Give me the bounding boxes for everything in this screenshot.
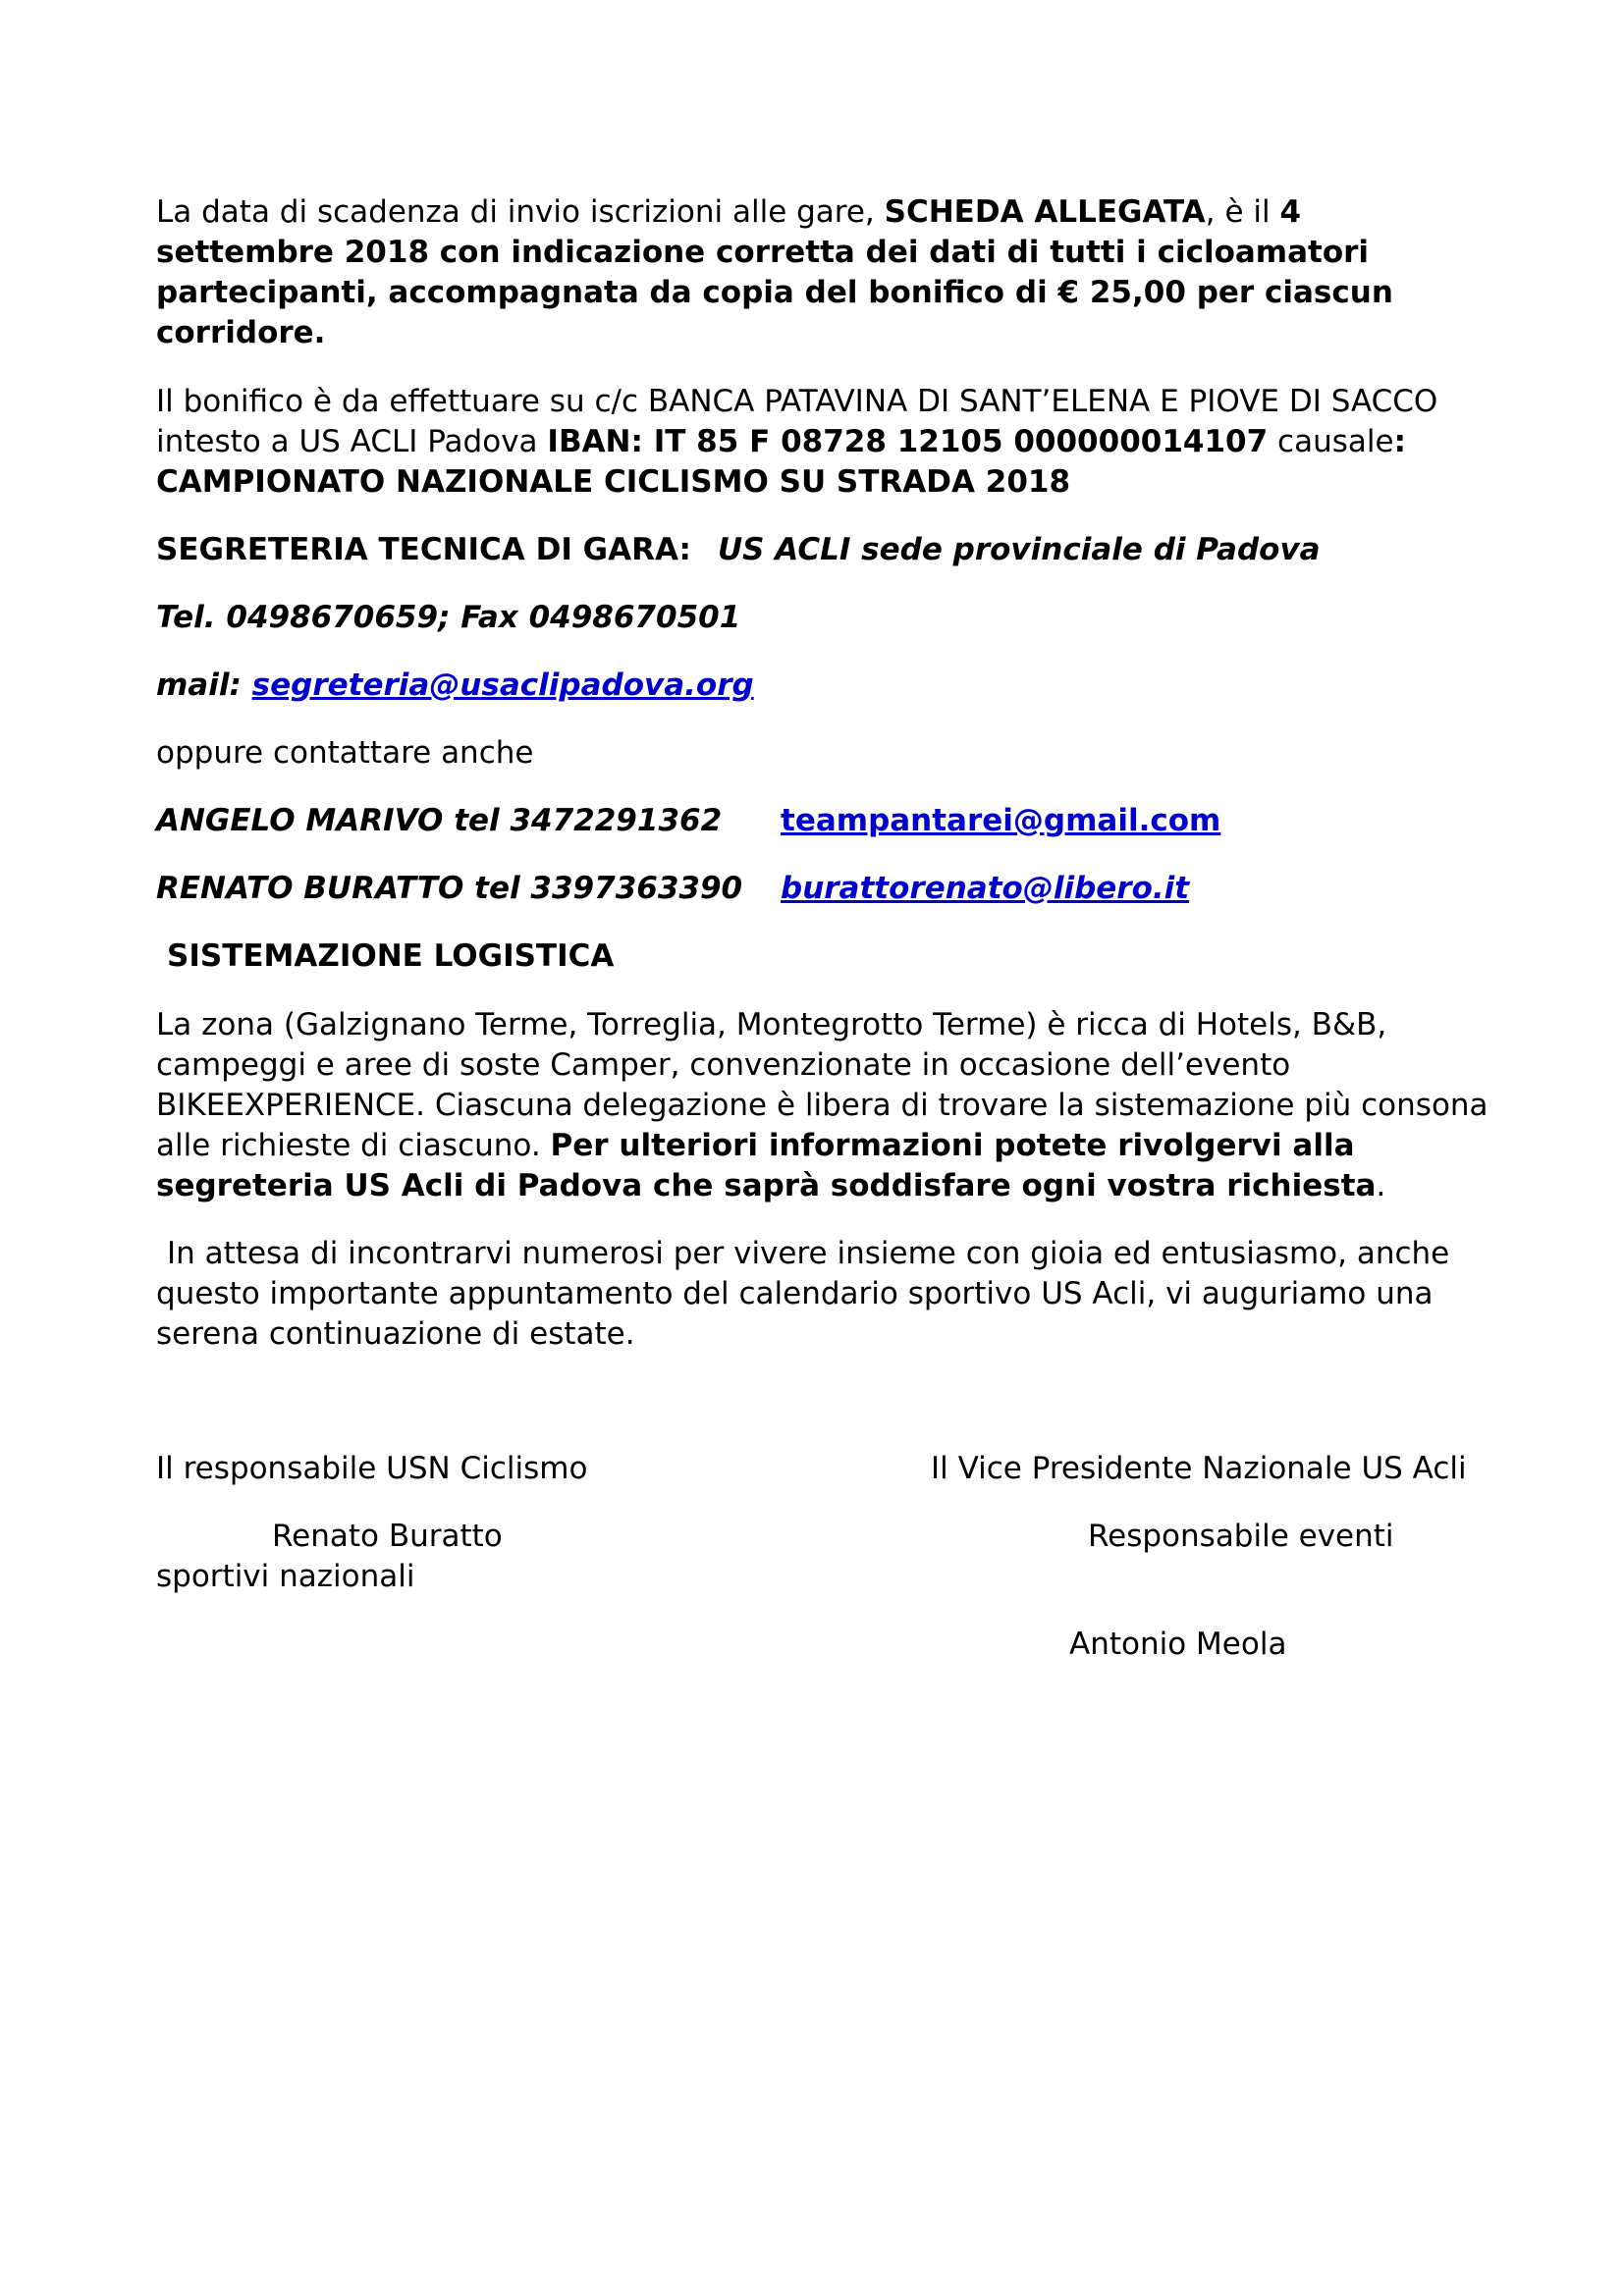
signature-right-title: Il Vice Presidente Nazionale US Acli — [931, 1451, 1467, 1486]
scheda-allegata: SCHEDA ALLEGATA — [884, 194, 1206, 230]
mail-label: mail: — [156, 667, 252, 703]
logistica-line5 — [156, 1166, 1385, 1206]
logistica-bold: segreteria US Acli di Padova che saprà soddisfare ogni vostra richiesta — [156, 1168, 1377, 1203]
logistica-line4 — [156, 1126, 1355, 1166]
segreteria-value: US ACLI sede provinciale di Padova — [718, 532, 1321, 567]
signature-right-role: Responsabile eventi — [1088, 1519, 1394, 1554]
para1-line2: settembre 2018 con indicazione corretta dei dati di tutti i cicloamatori — [156, 235, 1370, 270]
contact-angelo-mail-link[interactable]: teampantarei@gmail.com — [781, 803, 1221, 838]
iban: IBAN: IT 85 F 08728 12105 000000014107 — [547, 424, 1269, 459]
contact-renato-mail-link[interactable]: burattorenato@libero.it — [781, 871, 1190, 906]
para2-text: causale — [1268, 424, 1394, 459]
signature-left-title: Il responsabile USN Ciclismo — [156, 1451, 588, 1486]
contacts-intro: oppure contattare anche — [156, 735, 534, 771]
logistica-line2: campeggi e aree di soste Camper, convenzionate in occasione dell’evento — [156, 1047, 1291, 1083]
para1-line4: corridore. — [156, 315, 326, 350]
logistica-line3: BIKEEXPERIENCE. Ciascuna delegazione è libera di trovare la sistemazione più consona — [156, 1088, 1488, 1123]
segreteria-mail-link[interactable]: segreteria@usaclipadova.org — [251, 667, 754, 703]
para1-text: La data di scadenza di invio iscrizioni alle gare, — [156, 194, 885, 230]
segreteria-mail-line — [156, 666, 754, 706]
para2-text: intesto a US ACLI Padova — [156, 424, 548, 459]
logistica-line1: La zona (Galzignano Terme, Torreglia, Montegrotto Terme) è ricca di Hotels, B&B, — [156, 1007, 1387, 1042]
signature-left-extra: sportivi nazionali — [156, 1559, 415, 1594]
para1-line1 — [156, 192, 1301, 233]
para1-line3: partecipanti, accompagnata da copia del bonifico di € 25,00 per ciascun — [156, 275, 1393, 310]
segreteria-tel: Tel. 0498670659; Fax 0498670501 — [156, 600, 741, 635]
signature-left-name: Renato Buratto — [272, 1519, 503, 1554]
logistica-text: alle richieste di ciascuno. — [156, 1128, 551, 1163]
para2-colon: : — [1393, 424, 1406, 459]
contact-renato: RENATO BURATTO tel 3397363390 — [156, 871, 743, 906]
logistica-heading: SISTEMAZIONE LOGISTICA — [167, 938, 615, 974]
closing-line3: serena continuazione di estate. — [156, 1316, 635, 1352]
contact-angelo: ANGELO MARIVO tel 3472291362 — [156, 803, 723, 838]
closing-line2: questo importante appuntamento del calendario sportivo US Acli, vi auguriamo una — [156, 1276, 1434, 1311]
logistica-bold: Per ulteriori informazioni potete rivolgervi alla — [550, 1128, 1355, 1163]
signature-right-name: Antonio Meola — [1069, 1627, 1287, 1662]
para1-text: , è il — [1205, 194, 1280, 230]
segreteria-label: SEGRETERIA TECNICA DI GARA: — [156, 532, 691, 567]
para2-line1: Il bonifico è da effettuare su c/c BANCA PATAVINA DI SANT’ELENA E PIOVE DI SACCO — [156, 384, 1438, 419]
closing-line1: In attesa di incontrarvi numerosi per vivere insieme con gioia ed entusiasmo, anche — [167, 1236, 1450, 1271]
logistica-period: . — [1376, 1168, 1386, 1203]
deadline-day: 4 — [1279, 194, 1302, 230]
para2-line2 — [156, 422, 1406, 462]
causale: CAMPIONATO NAZIONALE CICLISMO SU STRADA 2018 — [156, 464, 1071, 500]
